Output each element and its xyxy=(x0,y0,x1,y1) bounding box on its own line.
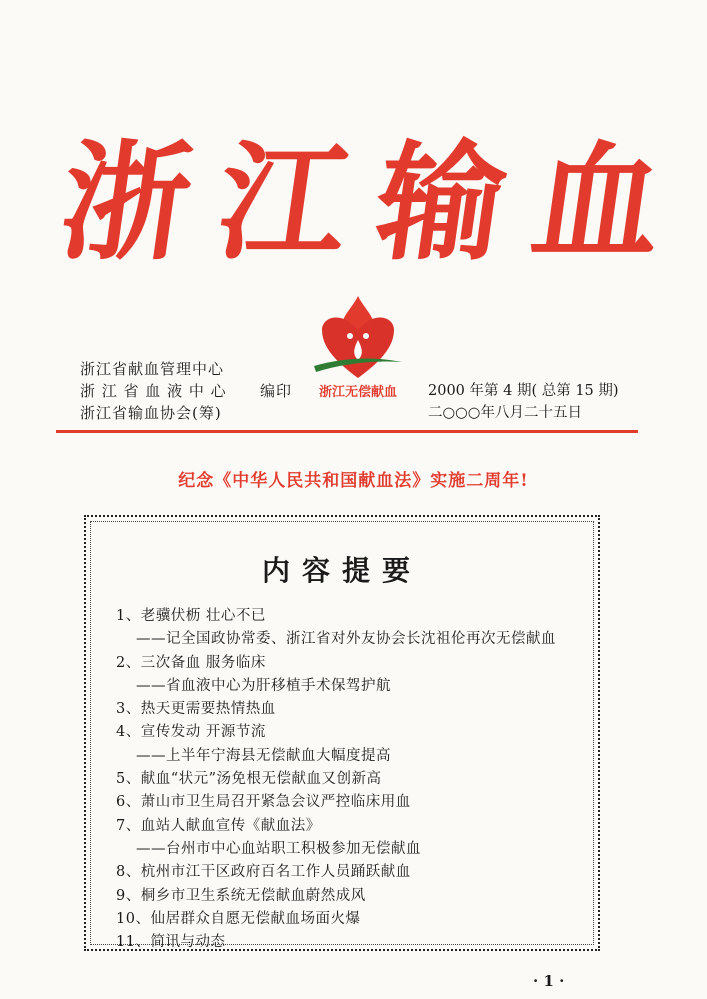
toc-title: 内容提要 xyxy=(261,554,422,587)
masthead-char: 血 xyxy=(523,128,673,278)
masthead-title xyxy=(51,118,673,288)
table-of-contents xyxy=(84,515,600,951)
slogan-banner: 纪念《中华人民共和国献血法》实施二周年! xyxy=(178,471,529,491)
toc-item: 1、老骥伏枥 壮心不已 xyxy=(116,608,266,624)
publisher-block xyxy=(80,358,292,424)
toc-item: 11、简讯与动态 xyxy=(116,934,226,951)
publisher-name: 浙 江 省 血 液 中 心 xyxy=(80,382,227,400)
toc-item: 2、三次备血 服务临床 xyxy=(116,654,266,671)
toc-item: 10、仙居群众自愿无偿献血场面火爆 xyxy=(116,910,361,927)
toc-subtitle: ——记全国政协常委、浙江省对外友协会长沈祖伦再次无偿献血 xyxy=(136,631,556,648)
toc-subtitle: ——台州市中心血站职工积极参加无偿献血 xyxy=(136,840,421,857)
publisher-name: 浙江省输血协会(筹) xyxy=(80,404,222,422)
issue-info xyxy=(428,380,619,424)
toc-item: 3、热天更需要热情热血 xyxy=(116,701,276,718)
publisher-name: 浙江省献血管理中心 xyxy=(80,360,225,378)
publisher-role: 编印 xyxy=(260,382,293,400)
header-divider xyxy=(56,430,638,433)
page-number: · 1 · xyxy=(533,972,565,990)
masthead-char: 输 xyxy=(366,128,516,278)
toc-item: 9、桐乡市卫生系统无偿献血蔚然成风 xyxy=(116,887,366,904)
toc-subtitle: ——省血液中心为肝移植手术保驾护航 xyxy=(136,677,391,694)
toc-item: 5、献血“状元”汤免根无偿献血又创新高 xyxy=(116,771,382,788)
logo-caption: 浙江无偿献血 xyxy=(318,385,397,400)
toc-item: 7、血站人献血宣传《献血法》 xyxy=(116,817,321,834)
issue-number: 2000 年第 4 期( 总第 15 期) xyxy=(428,383,619,399)
toc-item: 4、宣传发动 开源节流 xyxy=(116,724,266,741)
toc-item: 6、萧山市卫生局召开紧急会议严控临床用血 xyxy=(116,794,411,811)
masthead-char: 浙 xyxy=(51,128,201,278)
toc-subtitle: ——上半年宁海县无偿献血大幅度提高 xyxy=(136,747,391,764)
toc-list xyxy=(116,605,586,954)
issue-date: 二○○○年八月二十五日 xyxy=(428,405,582,421)
toc-item: 8、杭州市江干区政府百名工作人员踊跃献血 xyxy=(116,864,411,881)
masthead-char: 江 xyxy=(208,128,358,278)
